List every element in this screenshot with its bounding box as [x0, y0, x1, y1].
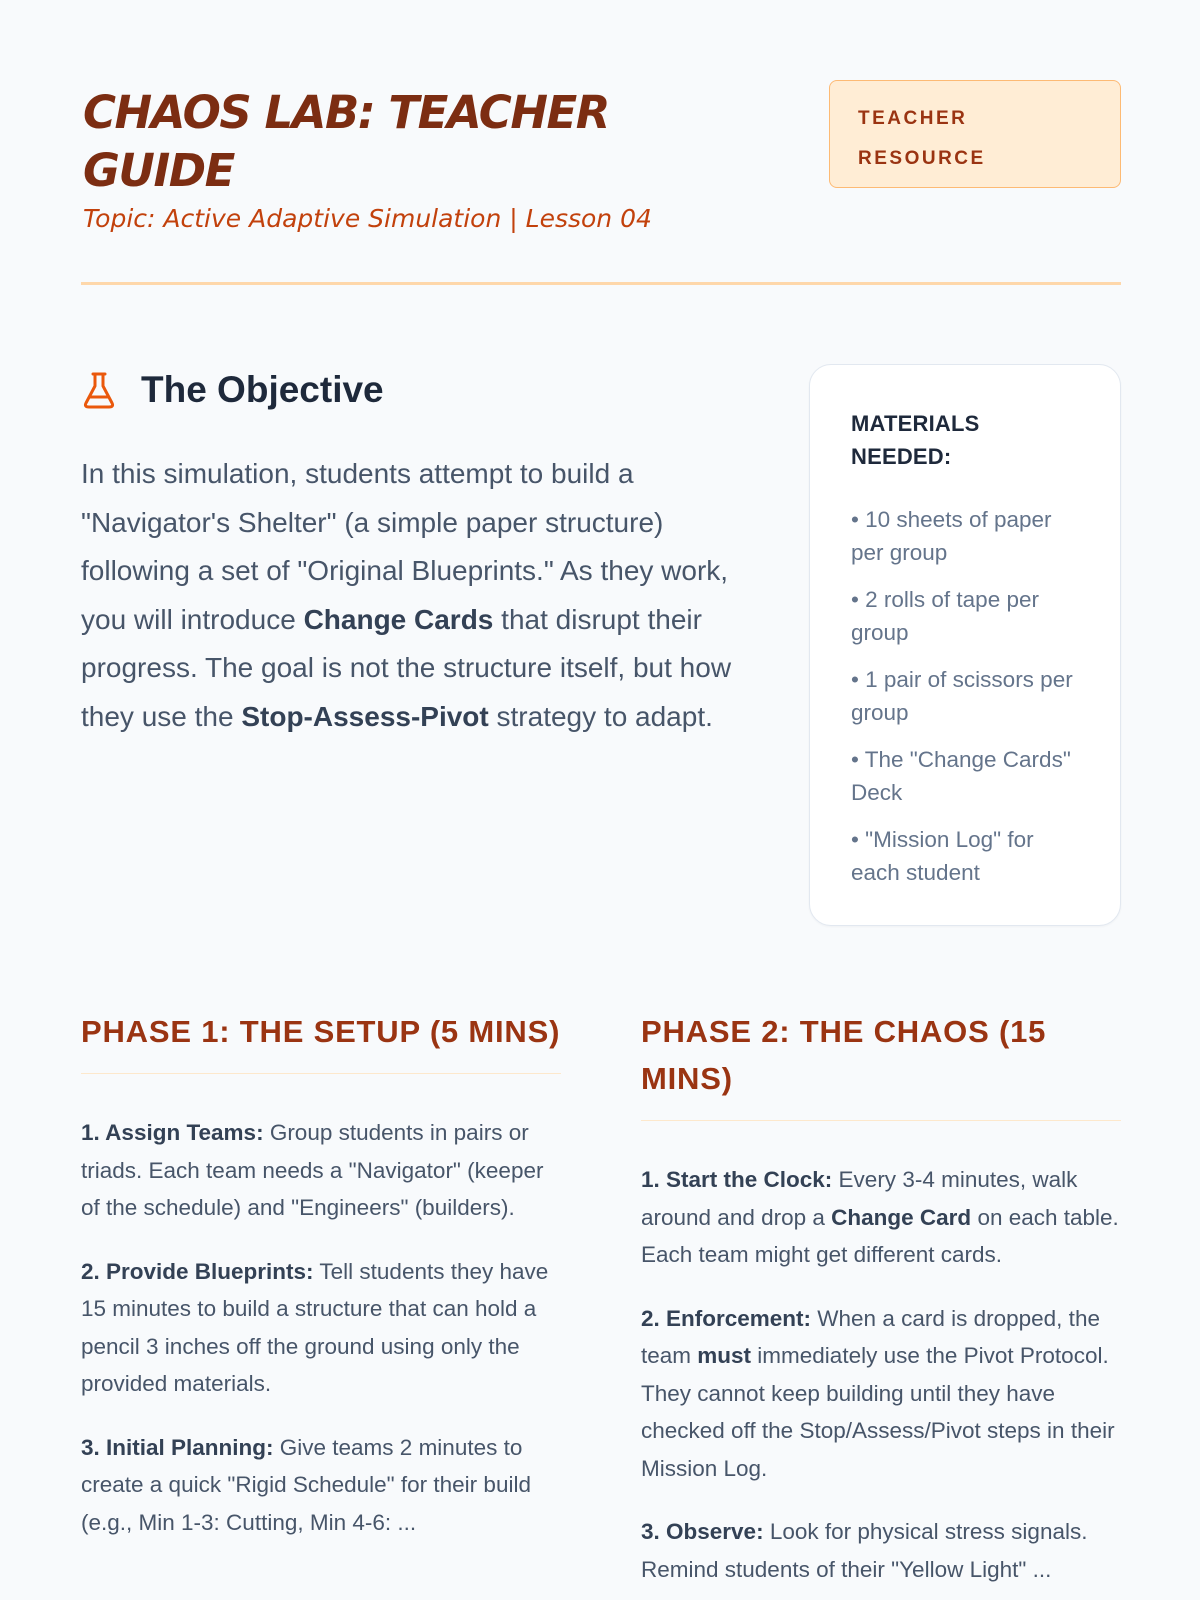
- materials-list: [851, 503, 1086, 889]
- objective-section: [81, 368, 761, 741]
- page-subtitle: Topic: Active Adaptive Simulation | Lesson 04: [83, 204, 652, 233]
- page-title: CHAOS LAB: TEACHER GUIDE: [83, 86, 609, 197]
- materials-heading: MATERIALS NEEDED:: [851, 411, 980, 469]
- phase-2-step: [641, 1300, 1121, 1488]
- objective-title: The Objective: [141, 369, 384, 410]
- materials-item: • 10 sheets of paper per group: [851, 507, 1052, 565]
- step-text: immediately use the Pivot Protocol. They cannot keep building until they have checked off the Stop/Assess/Pivot steps in their Mission Log.: [641, 1343, 1115, 1481]
- flask-icon: [81, 370, 117, 410]
- materials-item: • 2 rolls of tape per group: [851, 587, 1039, 645]
- phase-1-heading: PHASE 1: THE SETUP (5 MINS): [81, 1008, 561, 1074]
- step-label: 2. Enforcement:: [641, 1305, 812, 1331]
- phase-2-step: [641, 1161, 1121, 1274]
- step-text: Group students in pairs or triads. Each team needs a "Navigator" (keeper of the schedule) and "Engineers" (builders).: [81, 1120, 544, 1220]
- badge-label: TEACHER RESOURCE: [858, 108, 986, 169]
- objective-text-part: strategy to adapt.: [488, 700, 713, 732]
- phase-2-step: [641, 1513, 1121, 1588]
- phase-1-step: [81, 1114, 561, 1227]
- step-text: Look for physical stress signals. Remind students of their "Yellow Light" ...: [641, 1519, 1088, 1582]
- phase-1-section: [81, 1008, 561, 1567]
- phase-1-step: [81, 1429, 561, 1542]
- materials-item: • "Mission Log" for each student: [851, 827, 1034, 885]
- phase-1-steps: [81, 1114, 561, 1541]
- phase-2-heading: PHASE 2: THE CHAOS (15 MINS): [641, 1008, 1121, 1121]
- phase-2-steps: [641, 1161, 1121, 1588]
- step-text: Tell students they have 15 minutes to build a structure that can hold a pencil 3 inches off the ground using only the provided materials.: [81, 1258, 549, 1396]
- step-text: When a card is dropped, the team: [641, 1305, 1100, 1368]
- step-text: Give teams 2 minutes to create a quick "Rigid Schedule" for their build (e.g., Min 1-3: Cutting, Min 4-6: ...: [81, 1434, 531, 1535]
- step-label: 3. Initial Planning:: [81, 1434, 274, 1460]
- objective-description: [81, 450, 761, 741]
- step-emphasis: must: [697, 1343, 752, 1368]
- materials-card: [809, 364, 1121, 926]
- step-label: 2. Provide Blueprints:: [81, 1258, 314, 1284]
- objective-heading: [81, 368, 761, 412]
- stop-assess-pivot-term: Stop-Assess-Pivot: [241, 700, 489, 732]
- step-text: on each table. Each team might get different cards.: [641, 1204, 1119, 1267]
- step-text: Every 3-4 minutes, walk around and drop a: [641, 1167, 1078, 1230]
- teacher-resource-badge: [829, 80, 1121, 188]
- phase-1-step: [81, 1253, 561, 1403]
- step-label: 3. Observe:: [641, 1519, 764, 1544]
- materials-item: • 1 pair of scissors per group: [851, 667, 1073, 725]
- teacher-guide-page: [81, 0, 1121, 1600]
- objective-text-part: that disrupt their progress. The goal is not the structure itself, but how they use the: [81, 603, 732, 732]
- objective-text-part: In this simulation, students attempt to build a "Navigator's Shelter" (a simple paper structure) following a set of "Original Blueprints." As they work, you will introduce: [81, 458, 729, 635]
- step-emphasis: Change Card: [831, 1204, 972, 1230]
- page-header: [81, 80, 1121, 285]
- step-label: 1. Assign Teams:: [81, 1120, 264, 1145]
- phase-2-section: [641, 1008, 1121, 1600]
- materials-item: • The "Change Cards" Deck: [851, 747, 1071, 805]
- step-label: 1. Start the Clock:: [641, 1167, 833, 1192]
- change-cards-term: Change Cards: [303, 603, 494, 635]
